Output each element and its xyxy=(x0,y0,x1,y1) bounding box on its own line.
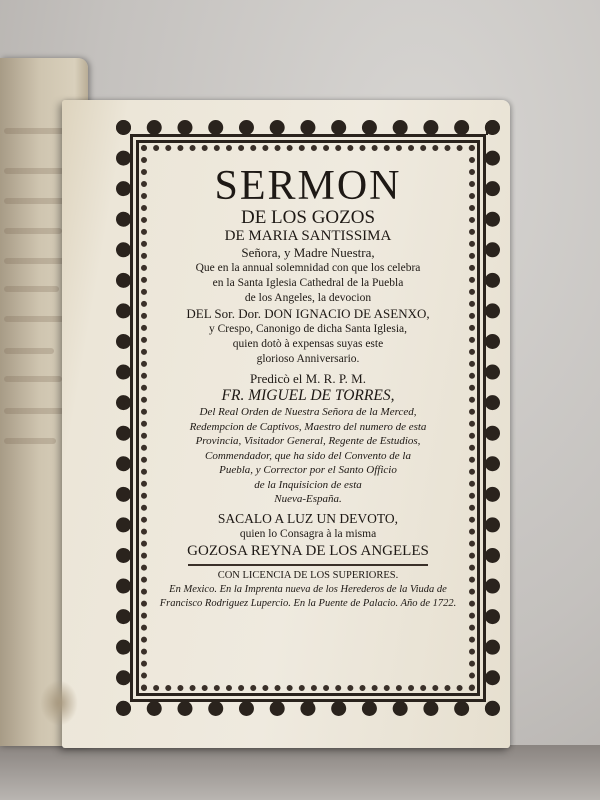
preacher-line: Redempcion de Captivos, Maestro del numero de esta xyxy=(189,420,427,433)
licencia-line: CON LICENCIA DE LOS SUPERIORES. xyxy=(217,569,399,581)
body-line: quien dotò à expensas suyas este xyxy=(232,338,384,350)
top-fleuron-icon: ❦ xyxy=(304,122,315,137)
bottom-fleuron-icon: ❦ xyxy=(304,700,315,715)
bleed-through-line xyxy=(4,408,64,414)
page-corner-mark xyxy=(486,123,488,135)
bleed-through-line xyxy=(4,348,54,354)
reyna-line: GOZOSA REYNA DE LOS ANGELES xyxy=(187,542,429,559)
preacher-line: Commendador, que ha sido del Convento de la xyxy=(205,449,411,462)
bleed-through-line xyxy=(4,316,66,322)
bleed-through-line xyxy=(4,376,62,382)
body-line-patron: DEL Sor. Dor. DON IGNACIO DE ASENXO, xyxy=(186,306,430,321)
preacher-line: Puebla, y Corrector por el Santo Officio xyxy=(219,464,397,476)
title-page-text xyxy=(150,158,466,686)
sacalo-line: SACALO A LUZ UN DEVOTO, xyxy=(217,510,399,526)
page-stain xyxy=(40,680,78,726)
document-title: SERMON xyxy=(214,164,402,208)
body-line: glorioso Anniversario. xyxy=(256,353,360,365)
body-line: de los Angeles, la devocion xyxy=(244,292,372,304)
consagra-line: quien lo Consagra à la misma xyxy=(239,527,377,540)
imprint-line: Francisco Rodriguez Lupercio. En la Puente de Palacio. Año de 1722. xyxy=(159,597,457,609)
bleed-through-line xyxy=(4,168,64,174)
subtitle-senora: Señora, y Madre Nuestra, xyxy=(241,245,375,260)
bleed-through-line xyxy=(4,258,70,264)
bleed-through-line xyxy=(4,228,62,234)
imprint-line: En Mexico. En la Imprenta nueva de los Herederos de la Viuda de xyxy=(169,583,447,595)
predico-line: Predicò el M. R. P. M. xyxy=(250,371,366,386)
divider-rule xyxy=(188,564,428,566)
body-line: y Crespo, Canonigo de dicha Santa Iglesia, xyxy=(208,323,407,335)
subtitle-maria: DE MARIA SANTISSIMA xyxy=(224,228,392,244)
subtitle-gozos: DE LOS GOZOS xyxy=(240,208,376,228)
left-fleuron-icon: ✢ xyxy=(118,395,129,410)
body-line: Que en la annual solemnidad con que los celebra xyxy=(195,262,421,274)
preacher-line: Provincia, Visitador General, Regente de Estudios, xyxy=(195,435,421,447)
right-fleuron-icon: ✢ xyxy=(486,395,497,410)
preacher-name: FR. MIGUEL DE TORRES, xyxy=(221,387,395,404)
preacher-line: Del Real Orden de Nuestra Señora de la Merced, xyxy=(199,406,417,418)
preacher-line: Nueva-España. xyxy=(274,493,342,505)
bleed-through-line xyxy=(4,286,59,292)
bleed-through-line xyxy=(4,438,56,444)
body-line: en la Santa Iglesia Cathedral de la Puebla xyxy=(212,277,404,289)
table-surface xyxy=(0,745,600,800)
preacher-line: de la Inquisicion de esta xyxy=(254,478,362,491)
bleed-through-line xyxy=(4,198,68,204)
